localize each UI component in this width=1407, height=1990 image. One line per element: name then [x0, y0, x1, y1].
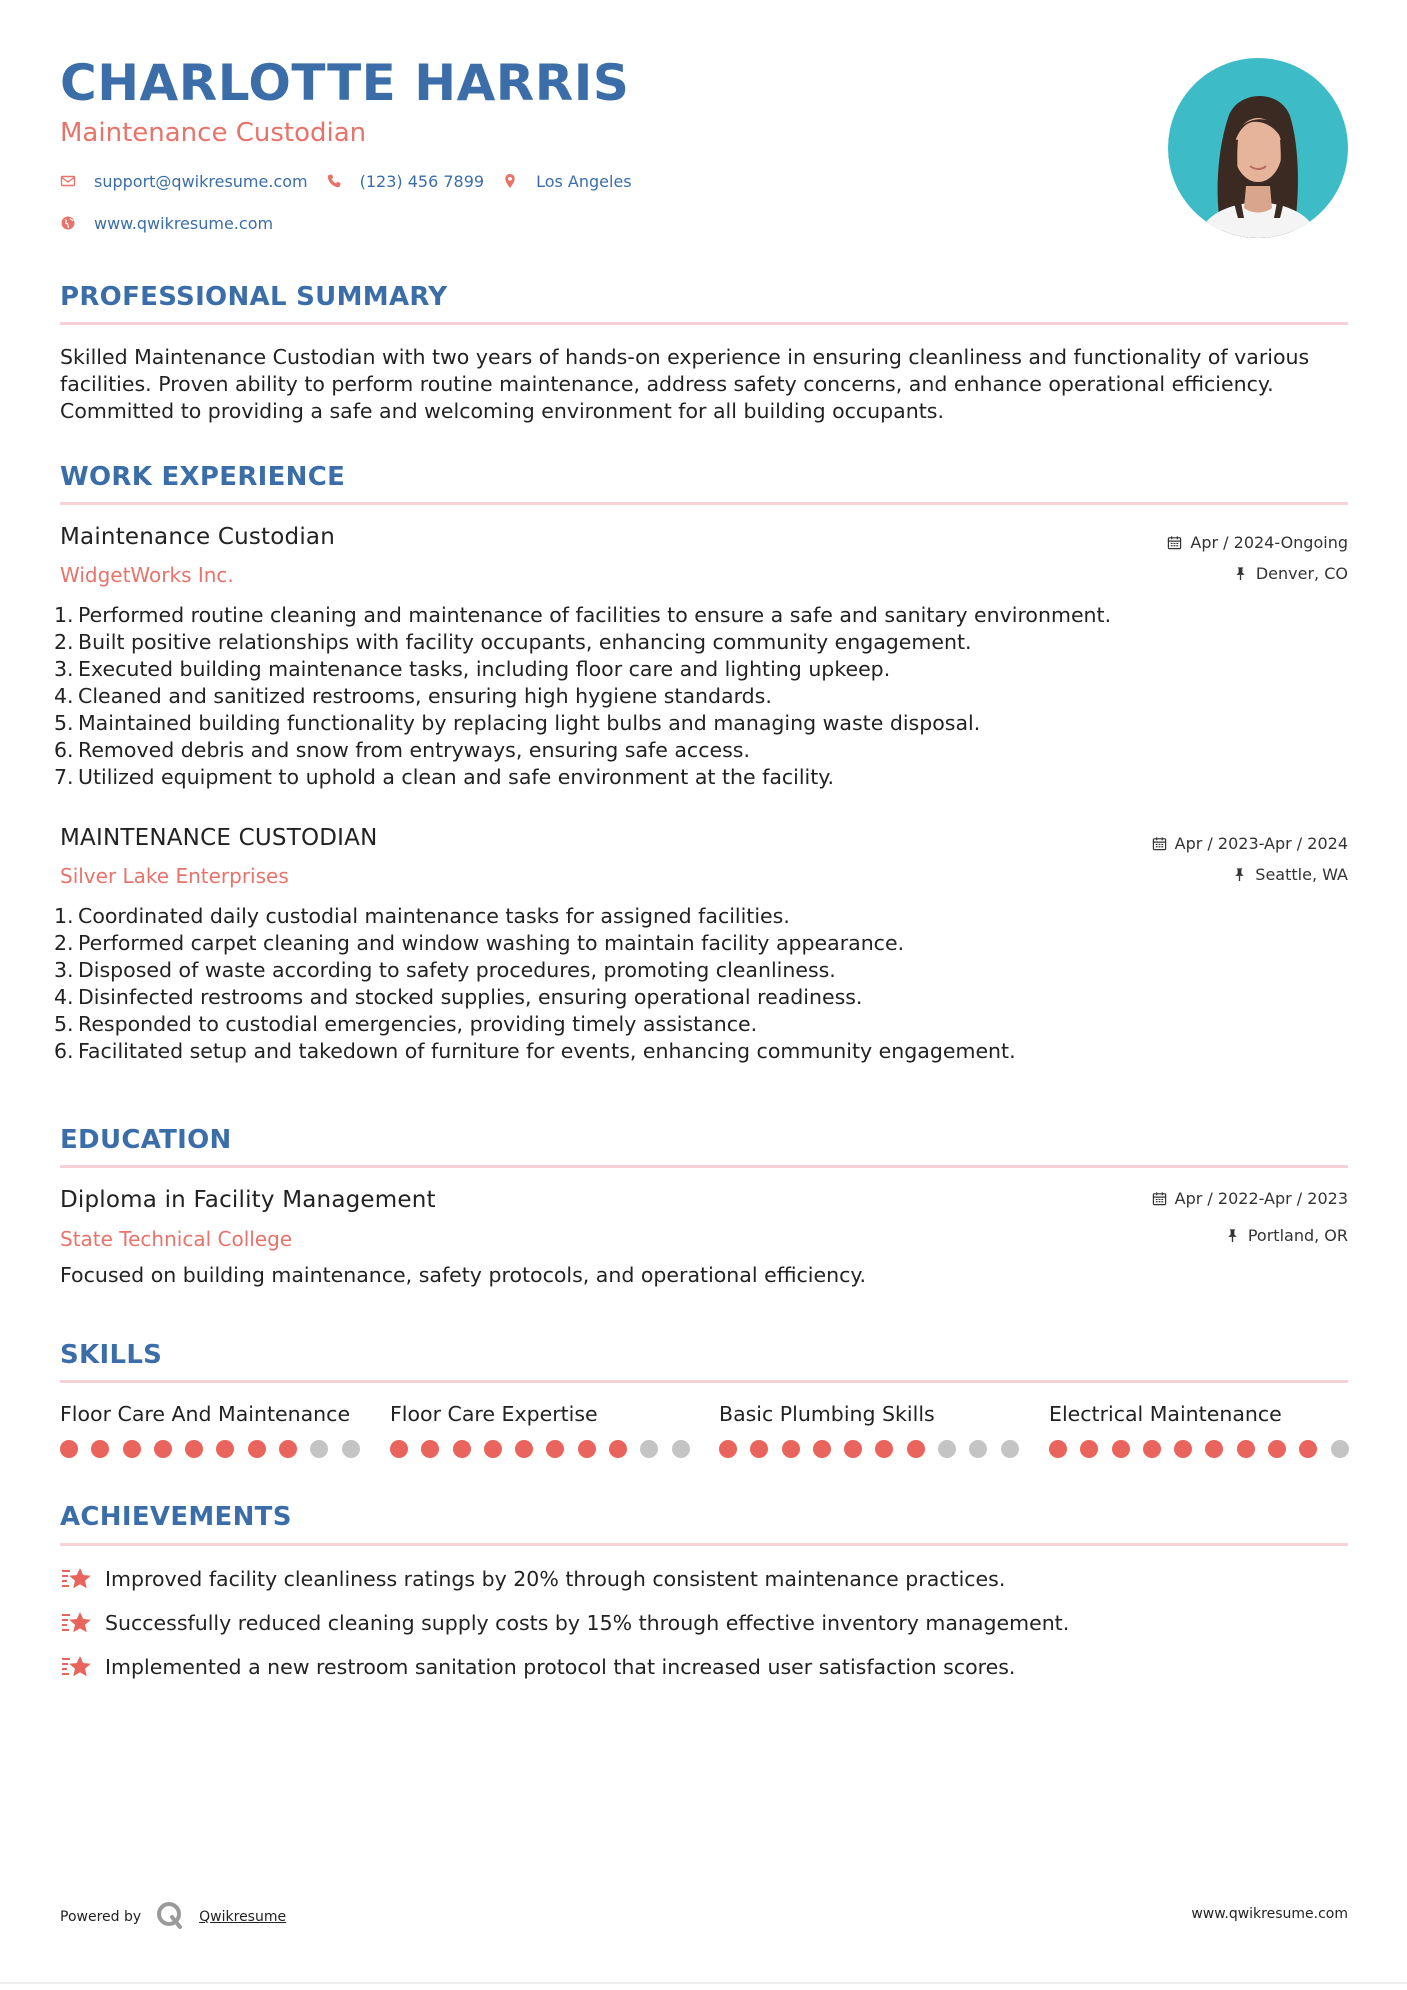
rating-dot-filled	[1174, 1440, 1192, 1458]
page-bottom-edge	[0, 1982, 1407, 1984]
globe-icon	[60, 215, 78, 233]
rating-dot-filled	[60, 1440, 78, 1458]
rating-dot-filled	[782, 1440, 800, 1458]
rating-dot-empty	[672, 1440, 690, 1458]
rating-dot-filled	[1299, 1440, 1317, 1458]
job-company: Silver Lake Enterprises	[60, 864, 289, 888]
job-date	[1167, 533, 1348, 552]
rating-dot-empty	[640, 1440, 658, 1458]
summary-text	[60, 344, 1350, 425]
section-divider	[60, 1165, 1348, 1168]
skill-rating	[60, 1440, 370, 1458]
education-description: Focused on building maintenance, safety protocols, and operational efficiency.	[60, 1263, 867, 1287]
rating-dot-filled	[248, 1440, 266, 1458]
rating-dot-filled	[1049, 1440, 1067, 1458]
website-link[interactable]: www.qwikresume.com	[94, 214, 274, 233]
school-name: State Technical College	[60, 1227, 293, 1251]
rating-dot-filled	[750, 1440, 768, 1458]
job-date	[1152, 834, 1348, 853]
skill-item	[60, 1402, 370, 1458]
job-date-text: Apr / 2023-Apr / 2024	[1174, 834, 1348, 853]
rating-dot-filled	[609, 1440, 627, 1458]
skill-item	[390, 1402, 700, 1458]
footer-website[interactable]: www.qwikresume.com	[1191, 1906, 1348, 1922]
star-award-icon	[60, 1654, 93, 1680]
pushpin-icon	[1232, 867, 1247, 882]
rating-dot-filled	[578, 1440, 596, 1458]
rating-dot-filled	[1205, 1440, 1223, 1458]
summary-line: Committed to providing a safe and welcoming environment for all building occupants.	[60, 399, 944, 423]
job-title: MAINTENANCE CUSTODIAN	[60, 825, 378, 851]
star-award-icon	[60, 1610, 93, 1636]
rating-dot-filled	[907, 1440, 925, 1458]
summary-line: Skilled Maintenance Custodian with two years of hands-on experience in ensuring cleanliness and functionality of various	[60, 345, 1310, 369]
summary-line: facilities. Proven ability to perform routine maintenance, address safety concerns, and enhance operational efficiency.	[60, 372, 1274, 396]
job-location-text: Denver, CO	[1255, 564, 1348, 583]
rating-dot-filled	[515, 1440, 533, 1458]
rating-dot-filled	[1237, 1440, 1255, 1458]
education-date	[1152, 1189, 1348, 1208]
skill-rating	[390, 1440, 700, 1458]
rating-dot-filled	[453, 1440, 471, 1458]
list-item: 6. Facilitated setup and takedown of furniture for events, enhancing community engagement.	[54, 1039, 1016, 1063]
achievement-text: Successfully reduced cleaning supply costs by 15% through effective inventory management.	[105, 1611, 1070, 1635]
section-title-achievements: ACHIEVEMENTS	[60, 1502, 292, 1532]
rating-dot-filled	[719, 1440, 737, 1458]
location-text: Los Angeles	[536, 172, 632, 191]
job-location-text: Seattle, WA	[1255, 865, 1348, 884]
calendar-icon	[1167, 535, 1182, 550]
education-date-text: Apr / 2022-Apr / 2023	[1174, 1189, 1348, 1208]
rating-dot-filled	[154, 1440, 172, 1458]
rating-dot-empty	[969, 1440, 987, 1458]
rating-dot-empty	[1001, 1440, 1019, 1458]
rating-dot-filled	[546, 1440, 564, 1458]
list-item: 2. Built positive relationships with facility occupants, enhancing community engagement.	[54, 630, 972, 654]
footer-powered-by	[60, 1900, 286, 1934]
calendar-icon	[1152, 836, 1167, 851]
calendar-icon	[1152, 1191, 1167, 1206]
skill-rating	[719, 1440, 1029, 1458]
list-item: 4. Disinfected restrooms and stocked supplies, ensuring operational readiness.	[54, 985, 863, 1009]
list-item: 2. Performed carpet cleaning and window washing to maintain facility appearance.	[54, 931, 905, 955]
rating-dot-filled	[813, 1440, 831, 1458]
list-item: 6. Removed debris and snow from entryways, ensuring safe access.	[54, 738, 750, 762]
email-link[interactable]: support@qwikresume.com	[94, 172, 308, 191]
envelope-icon	[60, 173, 78, 191]
rating-dot-filled	[421, 1440, 439, 1458]
section-title-experience: WORK EXPERIENCE	[60, 462, 346, 492]
list-item: 5. Responded to custodial emergencies, providing timely assistance.	[54, 1012, 758, 1036]
rating-dot-empty	[938, 1440, 956, 1458]
section-divider	[60, 1543, 1348, 1546]
skill-item	[1049, 1402, 1359, 1458]
rating-dot-filled	[844, 1440, 862, 1458]
list-item: 7. Utilized equipment to uphold a clean and safe environment at the facility.	[54, 765, 834, 789]
section-title-education: EDUCATION	[60, 1125, 232, 1155]
job-bullets	[54, 903, 1344, 1065]
rating-dot-empty	[310, 1440, 328, 1458]
rating-dot-filled	[1112, 1440, 1130, 1458]
star-award-icon	[60, 1566, 93, 1592]
job-title: Maintenance Custodian	[60, 524, 336, 550]
rating-dot-empty	[1331, 1440, 1349, 1458]
achievement-item	[60, 1610, 1069, 1636]
list-item: 1. Performed routine cleaning and maintenance of facilities to ensure a safe and sanitary environment.	[54, 603, 1112, 627]
list-item: 3. Disposed of waste according to safety procedures, promoting cleanliness.	[54, 958, 836, 982]
pushpin-icon	[1233, 566, 1248, 581]
rating-dot-filled	[216, 1440, 234, 1458]
candidate-role: Maintenance Custodian	[60, 118, 367, 148]
rating-dot-filled	[1268, 1440, 1286, 1458]
list-item: 4. Cleaned and sanitized restrooms, ensuring high hygiene standards.	[54, 684, 772, 708]
rating-dot-filled	[1143, 1440, 1161, 1458]
rating-dot-empty	[342, 1440, 360, 1458]
map-pin-icon	[502, 173, 520, 191]
rating-dot-filled	[279, 1440, 297, 1458]
rating-dot-filled	[484, 1440, 502, 1458]
candidate-name: CHARLOTTE HARRIS	[60, 54, 630, 112]
achievement-text: Improved facility cleanliness ratings by 20% through consistent maintenance practices.	[105, 1567, 1006, 1591]
skill-name: Basic Plumbing Skills	[719, 1402, 935, 1426]
degree-title: Diploma in Facility Management	[60, 1187, 436, 1213]
qwikresume-logo-icon	[155, 1900, 185, 1934]
contact-row-secondary	[60, 214, 291, 233]
pushpin-icon	[1225, 1228, 1240, 1243]
job-date-text: Apr / 2024-Ongoing	[1190, 533, 1348, 552]
rating-dot-filled	[1080, 1440, 1098, 1458]
job-location	[1232, 865, 1348, 884]
skill-name: Floor Care And Maintenance	[60, 1402, 351, 1426]
skill-name: Floor Care Expertise	[390, 1402, 598, 1426]
rating-dot-filled	[91, 1440, 109, 1458]
section-title-skills: SKILLS	[60, 1340, 163, 1370]
list-item: 1. Coordinated daily custodial maintenance tasks for assigned facilities.	[54, 904, 790, 928]
profile-photo	[1168, 58, 1348, 238]
rating-dot-filled	[875, 1440, 893, 1458]
section-divider	[60, 322, 1348, 325]
rating-dot-filled	[185, 1440, 203, 1458]
achievement-text: Implemented a new restroom sanitation protocol that increased user satisfaction scores.	[105, 1655, 1016, 1679]
list-item: 5. Maintained building functionality by replacing light bulbs and managing waste disposal.	[54, 711, 981, 735]
contact-row-primary	[60, 172, 650, 191]
list-item: 3. Executed building maintenance tasks, including floor care and lighting upkeep.	[54, 657, 891, 681]
achievement-item	[60, 1566, 1005, 1592]
job-bullets	[54, 602, 1344, 791]
section-divider	[60, 1380, 1348, 1383]
skill-name: Electrical Maintenance	[1049, 1402, 1282, 1426]
job-company: WidgetWorks Inc.	[60, 563, 234, 587]
achievement-item	[60, 1654, 1015, 1680]
phone-icon	[326, 173, 344, 191]
skill-rating	[1049, 1440, 1359, 1458]
rating-dot-filled	[390, 1440, 408, 1458]
job-location	[1233, 564, 1348, 583]
powered-by-label: Powered by	[60, 1909, 142, 1925]
education-location	[1225, 1226, 1348, 1245]
section-divider	[60, 502, 1348, 505]
skill-item	[719, 1402, 1029, 1458]
rating-dot-filled	[123, 1440, 141, 1458]
education-location-text: Portland, OR	[1247, 1226, 1348, 1245]
section-title-summary: PROFESSIONAL SUMMARY	[60, 282, 448, 312]
phone-number[interactable]: (123) 456 7899	[359, 172, 485, 191]
qwikresume-link[interactable]: Qwikresume	[199, 1909, 287, 1925]
